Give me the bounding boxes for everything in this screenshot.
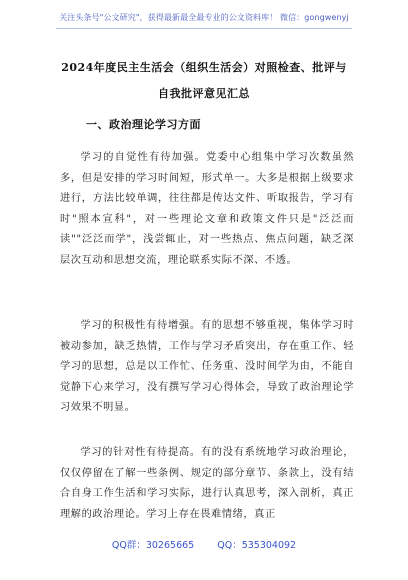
- paragraph-1: 学习的自觉性有待加强。党委中心组集中学习次数虽然多，但是安排的学习时间短，形式单一。大多是根据上级要求进行，方法比较单调，往往都是传达文件、听取报告，学习有时"照本宣科"，对一些理论文章和政策文件只是"泛泛而读""泛泛而学"，浅尝辄止，对一些热点、焦点问题，缺乏深层次互动和思想交流，理论联系实际不深、不透。: [60, 152, 354, 266]
- footer-qq-group: QQ群：30265665: [111, 540, 195, 551]
- header-divider: [56, 28, 352, 29]
- document-title: 2024年度民主生活会（组织生活会）对照检查、批评与自我批评意见汇总: [61, 61, 347, 100]
- paragraph-2: 学习的积极性有待增强。有的思想不够重视，集体学习时被动参加，缺乏热情，工作与学习矛盾突出，存在重工作、轻学习的思想，总是以工作忙、任务重、没时间学为由，不能自觉静下心来学习，没有撰写学习心得体会，导致了政治理论学习效果不明显。: [60, 320, 354, 413]
- section-heading: 一、政治理论学习方面: [86, 118, 201, 131]
- footer-contact: [0, 537, 408, 551]
- header-promo-text: 关注头条号"公文研究"，获得最新最全最专业的公文资料库！ 微信：gongwenyj: [59, 13, 349, 22]
- footer-qq-number: QQ：535304092: [217, 540, 297, 551]
- paragraph-3: 学习的针对性有待提高。有的没有系统地学习政治理论，仅仅停留在了解一些条例、规定的部分章节、条款上，没有结合自身工作生活和学习实际，进行认真思考，深入剖析，真正理解的政治理论。学习上存在畏难情绪，真正: [60, 447, 354, 520]
